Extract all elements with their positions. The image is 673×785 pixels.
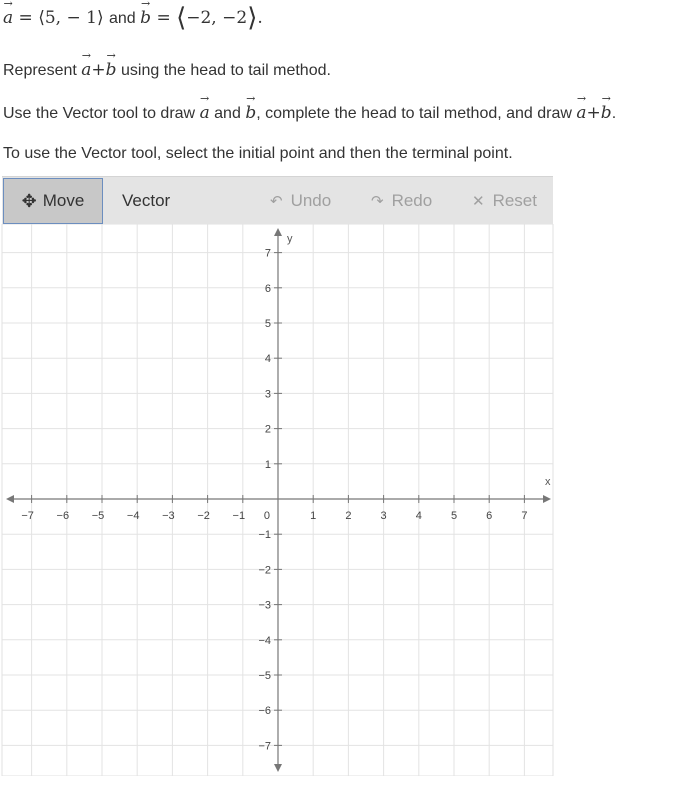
- x-axis-label: x: [545, 476, 551, 488]
- redo-button[interactable]: ↷ Redo: [371, 191, 433, 210]
- graph-toolbar: [2, 176, 553, 225]
- y-tick-label: −2: [258, 564, 271, 577]
- given-vectors-line: → a = ⟨5, − 1⟩ and → b = ⟨−2, −2⟩.: [3, 0, 263, 33]
- y-tick-label: 4: [264, 353, 271, 366]
- y-tick-label: −5: [258, 670, 271, 682]
- y-tick-label: −6: [258, 705, 271, 718]
- move-arrows-icon: ✥: [21, 190, 37, 211]
- x-tick-label: −3: [162, 510, 175, 522]
- undo-button[interactable]: ↶ Undo: [270, 191, 332, 210]
- redo-arrow-icon: ↷: [371, 193, 384, 210]
- x-tick-label: −2: [197, 510, 210, 522]
- represent-line: Represent → a+ → b using the head to tail method.: [3, 49, 331, 80]
- x-tick-label: 4: [415, 510, 422, 522]
- y-tick-label: −1: [258, 529, 271, 542]
- x-tick-label: −5: [91, 510, 105, 522]
- x-tick-label: 6: [486, 510, 493, 522]
- y-tick-label: 7: [264, 247, 271, 260]
- origin-label: 0: [263, 510, 270, 522]
- instruction-line: Use the Vector tool to draw → a and → b, complete the head to tail method, and draw → a+ → b.: [3, 92, 617, 123]
- reset-button[interactable]: ✕ Reset: [472, 191, 537, 210]
- close-x-icon: ✕: [472, 193, 485, 210]
- x-tick-label: −1: [232, 510, 246, 522]
- y-tick-label: 5: [264, 318, 271, 330]
- undo-arrow-icon: ↶: [270, 193, 283, 210]
- vector-a-symbol: → a: [3, 0, 14, 28]
- x-tick-label: −6: [56, 510, 70, 522]
- x-tick-label: 3: [380, 510, 387, 522]
- vector-a-components: 5, − 1: [44, 8, 97, 28]
- tool-hint-line: To use the Vector tool, select the initial point and then the terminal point.: [3, 145, 513, 162]
- y-tick-label: 2: [264, 423, 271, 436]
- move-tool-button[interactable]: ✥ Move: [3, 178, 103, 224]
- x-tick-label: −4: [126, 510, 140, 522]
- vector-b-components: −2, −2: [186, 8, 248, 28]
- x-tick-label: −7: [21, 510, 34, 522]
- x-tick-label: 2: [345, 510, 352, 522]
- y-tick-label: 1: [264, 458, 271, 471]
- y-tick-label: 6: [264, 282, 271, 295]
- x-tick-label: 1: [310, 510, 317, 522]
- vector-tool-button[interactable]: Vector: [122, 191, 171, 210]
- y-tick-label: −4: [258, 634, 271, 647]
- y-tick-label: −7: [258, 740, 271, 753]
- y-tick-label: 3: [264, 388, 271, 401]
- y-tick-label: −3: [258, 599, 271, 612]
- x-tick-label: 5: [450, 510, 458, 522]
- vector-b-symbol: → b: [140, 0, 152, 28]
- y-axis-label: y: [287, 233, 293, 245]
- x-tick-label: 7: [521, 510, 528, 522]
- coordinate-plane[interactable]: [0, 224, 556, 776]
